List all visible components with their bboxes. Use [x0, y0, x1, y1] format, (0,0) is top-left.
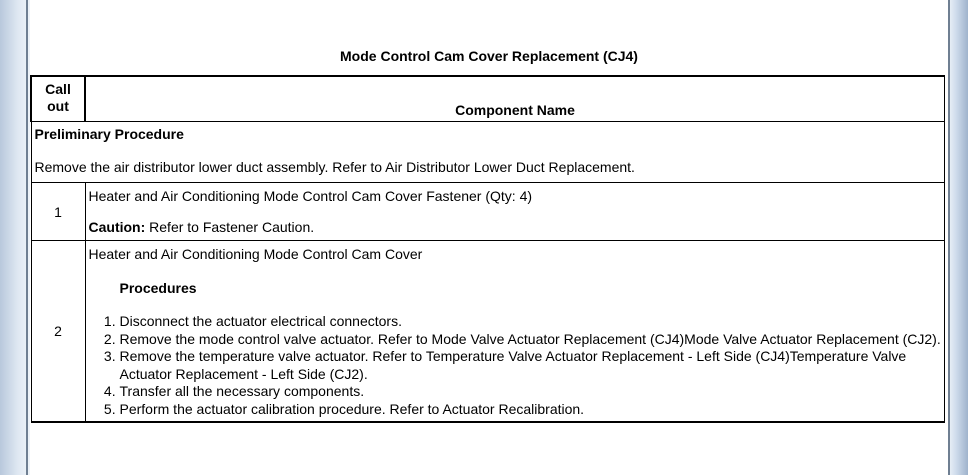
component-name: Heater and Air Conditioning Mode Control Cam Cover — [88, 246, 423, 262]
table-row — [31, 183, 945, 241]
window-frame-left — [0, 0, 30, 475]
caution-note — [89, 219, 942, 235]
document-page — [30, 0, 948, 475]
procedures-heading: Procedures — [119, 280, 197, 296]
table-header-row — [31, 76, 945, 122]
procedure-step: 3. Remove the temperature valve actuator. Refer to Temperature Valve Actuator Replacement - Left Side (CJ4)Temperature Valve Actuator Replacement - Left Side (CJ2). — [120, 348, 942, 383]
preliminary-cell — [31, 122, 945, 183]
caution-label: Caution: — [88, 219, 146, 235]
callout-column-header — [31, 76, 85, 122]
component-cell — [85, 183, 945, 241]
preliminary-text: Remove the air distributor lower duct assembly. Refer to Air Distributor Lower Duct Replacement. — [34, 159, 635, 175]
procedure-step: 4. Transfer all the necessary components. — [120, 383, 942, 401]
callout-header-line1: Call — [45, 81, 71, 97]
preliminary-row — [31, 122, 945, 183]
component-name-column-header: Component Name — [85, 76, 945, 122]
component-cell — [85, 241, 945, 423]
procedure-step: 5. Perform the actuator calibration procedure. Refer to Actuator Recalibration. — [120, 401, 942, 419]
procedure-table — [30, 75, 945, 423]
procedure-step: 1. Disconnect the actuator electrical connectors. — [120, 313, 942, 331]
callout-number: 1 — [31, 183, 85, 241]
procedure-step: 2. Remove the mode control valve actuator. Refer to Mode Valve Actuator Replacement (CJ4)Mode Valve Actuator Replacement (CJ2). — [120, 331, 942, 349]
callout-header-line2: out — [47, 98, 69, 114]
component-name: Heater and Air Conditioning Mode Control Cam Cover Fastener (Qty: 4) — [88, 188, 533, 204]
table-row — [31, 241, 945, 423]
preliminary-heading: Preliminary Procedure — [34, 126, 184, 142]
document-title: Mode Control Cam Cover Replacement (CJ4) — [340, 48, 638, 64]
callout-number: 2 — [31, 241, 85, 423]
caution-text: Refer to Fastener Caution. — [145, 219, 315, 235]
procedure-steps — [89, 313, 942, 418]
window-frame-right — [948, 0, 968, 475]
